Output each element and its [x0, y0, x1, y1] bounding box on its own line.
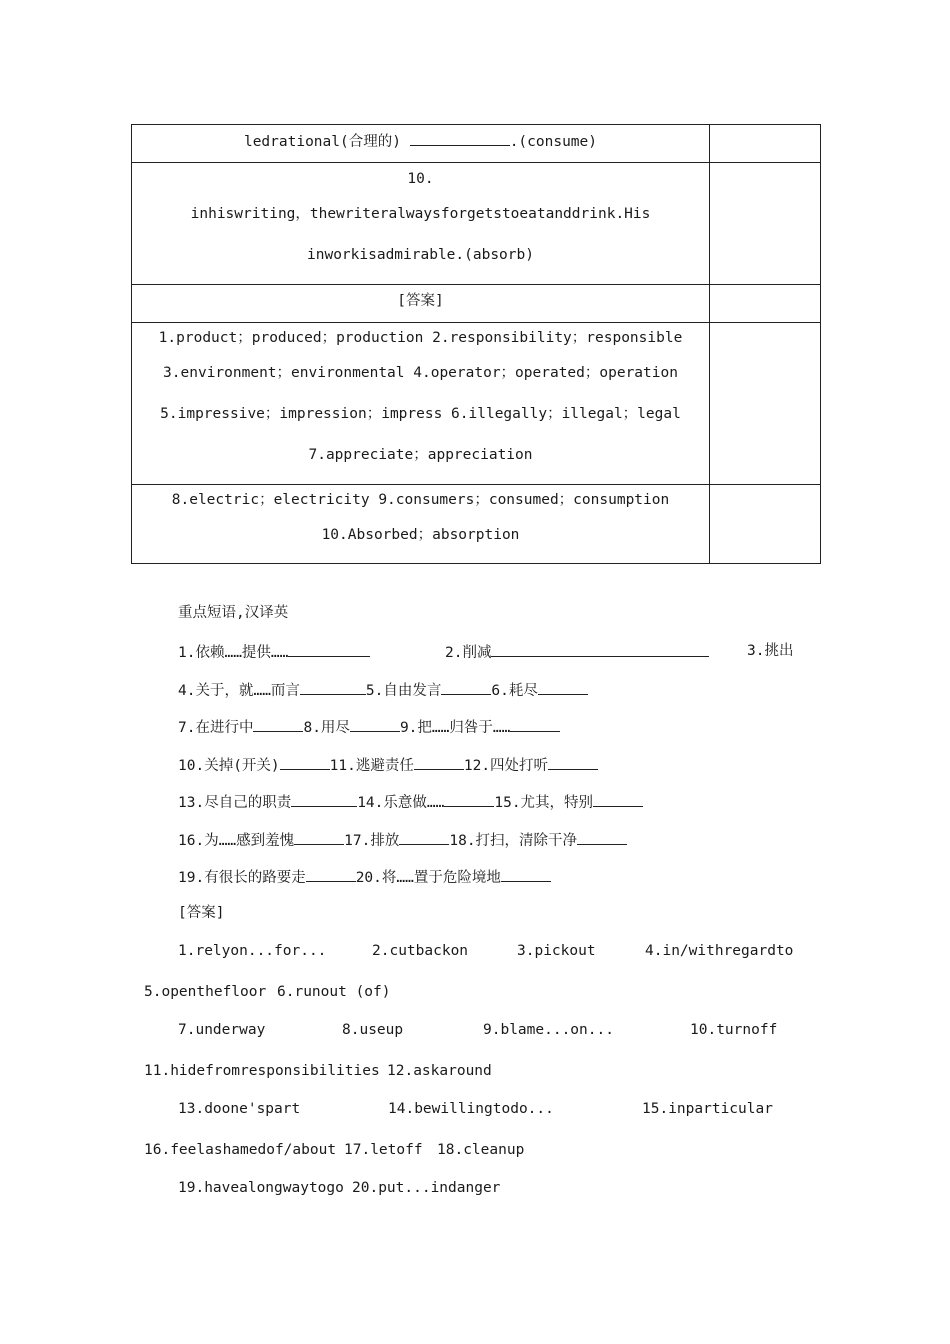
row2-line2: inworkisadmirable.(absorb) [307, 247, 534, 263]
answer-blank [548, 754, 598, 770]
answer-item: 8.useup [342, 1022, 404, 1038]
phrase-line [178, 754, 598, 776]
row2-number: 10. [407, 171, 434, 187]
phrase-item: 3.挑出 [747, 643, 794, 659]
answer-item: 18.cleanup [437, 1142, 525, 1158]
table-cell-empty [710, 323, 821, 485]
answer-item: 2.cutbackon [372, 943, 469, 959]
answer-blank [350, 716, 400, 732]
phrase-line [178, 829, 627, 851]
answers-label: [答案] [178, 905, 225, 921]
table-row [132, 485, 821, 564]
phrase-line [178, 866, 551, 888]
phrase-item: 14.乐意做…… [357, 795, 445, 811]
table-cell [132, 485, 710, 564]
answer-item: 20.put...indanger [352, 1180, 501, 1196]
phrase-line [178, 791, 643, 813]
row4-line2: 3.environment；environmental 4.operator；operated；operation [163, 365, 678, 381]
row1-prefix: ledrational(合理的) [243, 134, 401, 150]
phrase-line [178, 716, 560, 738]
answer-blank [306, 866, 356, 882]
row2-line1: inhiswriting，thewriteralwaysforgetstoeatanddrink.His [190, 206, 651, 222]
row4-line4: 7.appreciate；appreciation [308, 447, 533, 463]
answer-blank [414, 754, 464, 770]
answer-blank [253, 716, 303, 732]
answer-blank [300, 679, 366, 695]
phrase-line [178, 641, 370, 663]
phrase-item: 10.关掉(开关) [178, 758, 280, 774]
phrase-item: 1.依赖……提供…… [178, 645, 289, 661]
phrase-item: 19.有很长的路要走 [178, 870, 306, 886]
answer-item: 5.openthefloor [144, 984, 267, 1000]
phrase-line [445, 641, 709, 663]
answer-item: 7.underway [178, 1022, 266, 1038]
phrase-item: 11.逃避责任 [329, 758, 414, 774]
answer-item: 4.in/withregardto [645, 943, 794, 959]
answer-blank [399, 829, 449, 845]
phrase-item: 18.打扫，清除干净 [449, 833, 578, 849]
answer-item: 11.hidefromresponsibilities [144, 1063, 380, 1079]
answer-item: 3.pickout [517, 943, 596, 959]
answer-blank [280, 754, 330, 770]
phrase-item: 9.把……归咎于…… [399, 720, 511, 736]
row4-line3: 5.impressive；impression；impress 6.illegally；illegal；legal [160, 406, 681, 422]
table-cell-empty [710, 485, 821, 564]
answer-item: 1.relyon...for... [178, 943, 327, 959]
answer-blank [577, 829, 627, 845]
phrase-item: 7.在进行中 [178, 720, 254, 736]
answer-item: 13.doone'spart [178, 1101, 301, 1117]
phrase-item: 15.尤其，特别 [494, 795, 594, 811]
answer-item: 12.askaround [387, 1063, 492, 1079]
answer-blank [510, 716, 560, 732]
row5-line2: 10.Absorbed；absorption [321, 527, 520, 543]
answer-blank [291, 791, 357, 807]
table-row [132, 323, 821, 485]
answer-blank [491, 641, 709, 657]
table-cell [132, 323, 710, 485]
phrase-item: 6.耗尽 [491, 683, 538, 699]
table-cell-empty [710, 285, 821, 323]
phrase-item: 13.尽自己的职责 [178, 795, 292, 811]
answer-item: 16.feelashamedof/about [144, 1142, 337, 1158]
table-row [132, 163, 821, 285]
table-row [132, 285, 821, 323]
row4-line1: 1.product；produced；production 2.responsibility；responsible [158, 330, 683, 346]
answer-item: 17.letoff [344, 1142, 423, 1158]
row3-label: [答案] [397, 293, 444, 309]
answer-blank [593, 791, 643, 807]
exercise-table [131, 124, 821, 564]
section-heading: 重点短语,汉译英 [178, 605, 289, 621]
phrase-line [747, 641, 793, 661]
answer-item: 10.turnoff [690, 1022, 778, 1038]
row1-suffix: .(consume) [509, 134, 598, 150]
row5-line1: 8.electric；electricity 9.consumers；consumed；consumption [171, 492, 670, 508]
phrase-line [178, 679, 588, 701]
answer-item: 6.runout (of) [277, 984, 391, 1000]
phrase-item: 17.排放 [344, 833, 400, 849]
answer-blank [501, 866, 551, 882]
answer-blank [538, 679, 588, 695]
phrase-item: 4.关于，就……而言 [178, 683, 300, 699]
phrase-item: 16.为……感到羞愧 [178, 833, 295, 849]
answer-blank [288, 641, 370, 657]
phrase-item: 8.用尽 [303, 720, 350, 736]
table-cell [132, 125, 710, 163]
phrase-item: 12.四处打听 [463, 758, 549, 774]
table-cell-empty [710, 163, 821, 285]
table-cell [132, 163, 710, 285]
table-cell-empty [710, 125, 821, 163]
answer-blank [410, 131, 510, 146]
table-row [132, 125, 821, 163]
answer-item: 9.blame...on... [483, 1022, 614, 1038]
answer-item: 15.inparticular [642, 1101, 773, 1117]
phrase-item: 5.自由发言 [365, 683, 442, 699]
phrase-item: 20.将……置于危险境地 [355, 870, 501, 886]
answer-item: 14.bewillingtodo... [388, 1101, 554, 1117]
answer-blank [294, 829, 344, 845]
answer-item: 19.havealongwaytogo [178, 1180, 344, 1196]
phrase-item: 2.削减 [445, 645, 492, 661]
answer-blank [444, 791, 494, 807]
answer-blank [441, 679, 491, 695]
table-cell [132, 285, 710, 323]
